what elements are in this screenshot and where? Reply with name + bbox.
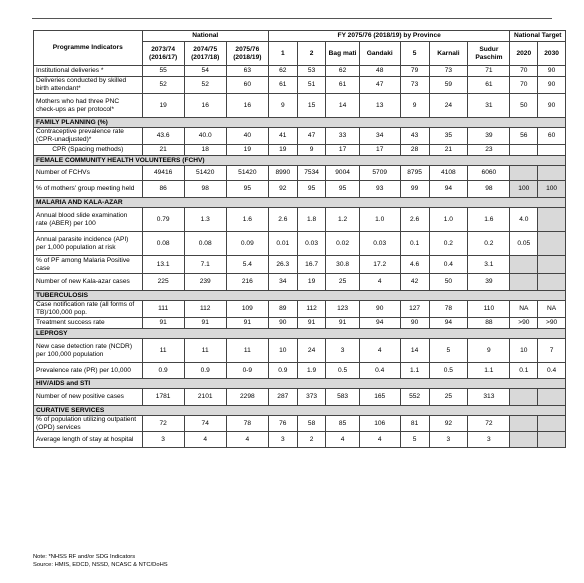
province-header: 5 <box>400 42 429 66</box>
value-cell: 0-9 <box>226 363 268 379</box>
value-cell: 4 <box>184 432 226 448</box>
value-cell: 165 <box>359 389 400 406</box>
indicator-header: Programme Indicators <box>34 31 143 66</box>
value-cell: 0.02 <box>326 232 359 256</box>
value-cell: 373 <box>297 389 326 406</box>
table-row <box>34 66 566 77</box>
value-cell: 93 <box>359 181 400 198</box>
value-cell: 0.1 <box>510 363 538 379</box>
section-title: FAMILY PLANNING (%) <box>34 118 566 128</box>
value-cell: 50 <box>510 94 538 118</box>
value-cell: 73 <box>400 77 429 94</box>
value-cell: 90 <box>538 94 566 118</box>
value-cell: 70 <box>510 66 538 77</box>
indicator-cell: Annual parasite incidence (API) per 1,000 population at risk <box>34 232 143 256</box>
value-cell: 79 <box>400 66 429 77</box>
table-body <box>34 66 566 448</box>
value-cell: 127 <box>400 301 429 318</box>
value-cell: 51420 <box>226 166 268 181</box>
value-cell: 91 <box>326 318 359 329</box>
value-cell: 109 <box>226 301 268 318</box>
indicator-cell: Number of FCHVs <box>34 166 143 181</box>
year-header: 2074/75 (2017/18) <box>184 42 226 66</box>
value-cell: 8990 <box>268 166 297 181</box>
indicator-cell: Number of new positive cases <box>34 389 143 406</box>
value-cell: 3.1 <box>468 256 510 274</box>
value-cell: 1.0 <box>359 208 400 232</box>
value-cell: 43.6 <box>142 128 184 145</box>
value-cell: 4 <box>359 432 400 448</box>
table-row <box>34 256 566 274</box>
value-cell: NA <box>538 301 566 318</box>
value-cell: 0.09 <box>226 232 268 256</box>
value-cell: 17 <box>326 145 359 156</box>
value-cell: 70 <box>510 77 538 94</box>
province-header: 2 <box>297 42 326 66</box>
province-header: Sudur Paschim <box>468 42 510 66</box>
indicator-cell: Contraceptive prevalence rate (CPR-unadjusted)* <box>34 128 143 145</box>
value-cell: 19 <box>142 94 184 118</box>
value-cell: 3 <box>468 432 510 448</box>
value-cell: 112 <box>297 301 326 318</box>
value-cell: 9 <box>468 339 510 363</box>
value-cell: 2101 <box>184 389 226 406</box>
value-cell <box>538 416 566 432</box>
value-cell: 81 <box>400 416 429 432</box>
value-cell: 89 <box>268 301 297 318</box>
value-cell: 25 <box>429 389 468 406</box>
indicator-cell: % of PF among Malaria Positive case <box>34 256 143 274</box>
value-cell: 15 <box>297 94 326 118</box>
value-cell: 98 <box>184 181 226 198</box>
value-cell: 1.2 <box>326 208 359 232</box>
value-cell: 583 <box>326 389 359 406</box>
table-row <box>34 166 566 181</box>
top-rule <box>32 18 552 19</box>
table-row <box>34 318 566 329</box>
value-cell <box>538 232 566 256</box>
value-cell: 0.4 <box>359 363 400 379</box>
value-cell <box>538 166 566 181</box>
value-cell: 16 <box>184 94 226 118</box>
table-row <box>34 389 566 406</box>
value-cell: 5 <box>400 432 429 448</box>
value-cell: 3 <box>142 432 184 448</box>
indicator-cell: Institutional deliveries * <box>34 66 143 77</box>
value-cell: 74 <box>184 416 226 432</box>
value-cell: 88 <box>468 318 510 329</box>
value-cell: 60 <box>538 128 566 145</box>
value-cell <box>538 389 566 406</box>
value-cell: 1.3 <box>184 208 226 232</box>
value-cell: 40.0 <box>184 128 226 145</box>
value-cell: 0.9 <box>268 363 297 379</box>
value-cell: 52 <box>142 77 184 94</box>
value-cell: 0.05 <box>510 232 538 256</box>
table-row <box>34 232 566 256</box>
value-cell: 50 <box>429 274 468 291</box>
indicator-cell: Prevalence rate (PR) per 10,000 <box>34 363 143 379</box>
value-cell: 52 <box>184 77 226 94</box>
section-title: FEMALE COMMUNITY HEALTH VOLUNTEERS (FCHV) <box>34 156 566 166</box>
value-cell: 55 <box>142 66 184 77</box>
national-target-header: National Target <box>510 31 566 42</box>
value-cell: 110 <box>468 301 510 318</box>
value-cell: 63 <box>226 66 268 77</box>
value-cell: 1.6 <box>226 208 268 232</box>
section-title: HIV/AIDS and STI <box>34 379 566 389</box>
value-cell: 31 <box>468 94 510 118</box>
indicator-cell: Average length of stay at hospital <box>34 432 143 448</box>
value-cell: 100 <box>538 181 566 198</box>
notes <box>33 553 168 569</box>
value-cell: 53 <box>297 66 326 77</box>
value-cell: 1.0 <box>429 208 468 232</box>
province-header: Karnali <box>429 42 468 66</box>
value-cell: 14 <box>326 94 359 118</box>
value-cell: 34 <box>359 128 400 145</box>
value-cell: 51 <box>297 77 326 94</box>
value-cell: 78 <box>226 416 268 432</box>
indicator-cell: New case detection rate (NCDR) per 100,000 population <box>34 339 143 363</box>
value-cell: 94 <box>359 318 400 329</box>
section-header-row <box>34 156 566 166</box>
target-year-header: 2020 <box>510 42 538 66</box>
value-cell: 72 <box>468 416 510 432</box>
value-cell: 61 <box>268 77 297 94</box>
value-cell: 0.9 <box>184 363 226 379</box>
value-cell: 239 <box>184 274 226 291</box>
value-cell: 1.6 <box>468 208 510 232</box>
value-cell: 0.9 <box>142 363 184 379</box>
value-cell: 5709 <box>359 166 400 181</box>
value-cell: 4 <box>359 274 400 291</box>
indicator-cell: Deliveries conducted by skilled birth attendant* <box>34 77 143 94</box>
value-cell: 40 <box>226 128 268 145</box>
table-row <box>34 416 566 432</box>
value-cell: 4.6 <box>400 256 429 274</box>
value-cell: 90 <box>359 301 400 318</box>
footnote: Note: *NHSS RF and/or SDG Indicators <box>33 554 136 560</box>
value-cell: 9 <box>400 94 429 118</box>
value-cell: 90 <box>538 77 566 94</box>
value-cell: 4 <box>326 432 359 448</box>
value-cell: 4108 <box>429 166 468 181</box>
value-cell: 34 <box>268 274 297 291</box>
value-cell <box>538 274 566 291</box>
value-cell: 16 <box>226 94 268 118</box>
value-cell: 0.03 <box>359 232 400 256</box>
value-cell: 91 <box>226 318 268 329</box>
value-cell: 21 <box>429 145 468 156</box>
value-cell <box>510 256 538 274</box>
value-cell: 54 <box>184 66 226 77</box>
table-row <box>34 274 566 291</box>
value-cell: 106 <box>359 416 400 432</box>
value-cell: 287 <box>268 389 297 406</box>
value-cell: 4 <box>226 432 268 448</box>
value-cell: 0.2 <box>468 232 510 256</box>
value-cell: 95 <box>326 181 359 198</box>
section-title: MALARIA AND KALA-AZAR <box>34 198 566 208</box>
value-cell: 11 <box>226 339 268 363</box>
value-cell: 6060 <box>468 166 510 181</box>
section-header-row <box>34 198 566 208</box>
value-cell <box>510 416 538 432</box>
value-cell: 30.8 <box>326 256 359 274</box>
table-row <box>34 145 566 156</box>
value-cell: 94 <box>429 181 468 198</box>
value-cell: 11 <box>184 339 226 363</box>
value-cell: 3 <box>268 432 297 448</box>
value-cell: 111 <box>142 301 184 318</box>
value-cell: 76 <box>268 416 297 432</box>
section-title: TUBERCULOSIS <box>34 291 566 301</box>
indicator-cell: % of population utilizing outpatient (OPD) services <box>34 416 143 432</box>
table-row <box>34 208 566 232</box>
value-cell: 91 <box>297 318 326 329</box>
table-row <box>34 432 566 448</box>
province-group-header: FY 2075/76 (2018/19) by Province <box>268 31 510 42</box>
section-title: LEPROSY <box>34 329 566 339</box>
value-cell: 33 <box>326 128 359 145</box>
province-header: Gandaki <box>359 42 400 66</box>
value-cell: 1.9 <box>297 363 326 379</box>
province-header: Bag mati <box>326 42 359 66</box>
table-row <box>34 181 566 198</box>
value-cell: 10 <box>268 339 297 363</box>
value-cell <box>510 432 538 448</box>
value-cell: 91 <box>142 318 184 329</box>
value-cell: 100 <box>510 181 538 198</box>
value-cell: 0.4 <box>538 363 566 379</box>
value-cell: 5 <box>429 339 468 363</box>
year-header: 2075/76 (2018/19) <box>226 42 268 66</box>
value-cell: 90 <box>400 318 429 329</box>
value-cell: 216 <box>226 274 268 291</box>
value-cell: 62 <box>326 66 359 77</box>
value-cell: >90 <box>538 318 566 329</box>
value-cell: 98 <box>468 181 510 198</box>
value-cell: 10 <box>510 339 538 363</box>
value-cell: 35 <box>429 128 468 145</box>
year-header: 2073/74 (2016/17) <box>142 42 184 66</box>
value-cell: 59 <box>429 77 468 94</box>
value-cell: 25 <box>326 274 359 291</box>
indicator-cell: Annual blood slide examination rate (ABER) per 100 <box>34 208 143 232</box>
value-cell: 39 <box>468 128 510 145</box>
indicator-cell: Case notification rate (all forms of TB)/100,000 pop. <box>34 301 143 318</box>
value-cell <box>510 274 538 291</box>
value-cell: 9 <box>268 94 297 118</box>
value-cell: 4.0 <box>510 208 538 232</box>
value-cell: 92 <box>429 416 468 432</box>
value-cell: 0.79 <box>142 208 184 232</box>
value-cell: 61 <box>468 77 510 94</box>
table-row <box>34 363 566 379</box>
value-cell: 39 <box>468 274 510 291</box>
table-row <box>34 77 566 94</box>
value-cell: 72 <box>142 416 184 432</box>
value-cell: 16.7 <box>297 256 326 274</box>
value-cell: 552 <box>400 389 429 406</box>
value-cell: 90 <box>538 66 566 77</box>
section-header-row <box>34 118 566 128</box>
section-header-row <box>34 379 566 389</box>
section-title: CURATIVE SERVICES <box>34 406 566 416</box>
value-cell: 95 <box>297 181 326 198</box>
value-cell: 1.1 <box>400 363 429 379</box>
value-cell: 23 <box>468 145 510 156</box>
indicator-cell: Treatment success rate <box>34 318 143 329</box>
value-cell: 0.2 <box>429 232 468 256</box>
value-cell: 7.1 <box>184 256 226 274</box>
value-cell <box>538 208 566 232</box>
value-cell: 24 <box>429 94 468 118</box>
value-cell: 13 <box>359 94 400 118</box>
value-cell: 0.08 <box>142 232 184 256</box>
value-cell: 2.6 <box>268 208 297 232</box>
value-cell: 90 <box>268 318 297 329</box>
value-cell: 58 <box>297 416 326 432</box>
indicator-cell: Mothers who had three PNC check-ups as per protocol* <box>34 94 143 118</box>
section-header-row <box>34 406 566 416</box>
value-cell: 47 <box>359 77 400 94</box>
value-cell <box>538 432 566 448</box>
indicator-cell: % of mothers' group meeting held <box>34 181 143 198</box>
value-cell: 48 <box>359 66 400 77</box>
indicator-cell: CPR (Spacing methods) <box>34 145 143 156</box>
value-cell <box>510 389 538 406</box>
value-cell: 0.5 <box>326 363 359 379</box>
section-header-row <box>34 329 566 339</box>
value-cell: 56 <box>510 128 538 145</box>
value-cell <box>538 256 566 274</box>
value-cell <box>510 145 538 156</box>
value-cell: 1.8 <box>297 208 326 232</box>
value-cell <box>510 166 538 181</box>
value-cell: 73 <box>429 66 468 77</box>
table-row <box>34 94 566 118</box>
value-cell: 99 <box>400 181 429 198</box>
value-cell: 7 <box>538 339 566 363</box>
value-cell: 112 <box>184 301 226 318</box>
value-cell: >90 <box>510 318 538 329</box>
value-cell <box>538 145 566 156</box>
value-cell: 62 <box>268 66 297 77</box>
indicators-table <box>33 30 566 448</box>
value-cell: 91 <box>184 318 226 329</box>
value-cell: 9004 <box>326 166 359 181</box>
value-cell: 18 <box>184 145 226 156</box>
value-cell: 41 <box>268 128 297 145</box>
value-cell: 1.1 <box>468 363 510 379</box>
value-cell: 3 <box>326 339 359 363</box>
value-cell: 225 <box>142 274 184 291</box>
value-cell: 7534 <box>297 166 326 181</box>
value-cell: 19 <box>226 145 268 156</box>
value-cell: 0.01 <box>268 232 297 256</box>
value-cell: 86 <box>142 181 184 198</box>
value-cell: 0.08 <box>184 232 226 256</box>
value-cell: 19 <box>297 274 326 291</box>
value-cell: 1781 <box>142 389 184 406</box>
province-header: 1 <box>268 42 297 66</box>
value-cell: 61 <box>326 77 359 94</box>
value-cell: 11 <box>142 339 184 363</box>
table-row <box>34 301 566 318</box>
source-note: Source: HMIS, EDCD, NSSD, NCASC & NTC/DoHS <box>33 562 168 568</box>
value-cell: 42 <box>400 274 429 291</box>
value-cell: 2 <box>297 432 326 448</box>
value-cell: 21 <box>142 145 184 156</box>
value-cell: 95 <box>226 181 268 198</box>
value-cell: 0.1 <box>400 232 429 256</box>
value-cell: 26.3 <box>268 256 297 274</box>
value-cell: 123 <box>326 301 359 318</box>
value-cell: 17 <box>359 145 400 156</box>
value-cell: 0.5 <box>429 363 468 379</box>
value-cell: 71 <box>468 66 510 77</box>
value-cell: 3 <box>429 432 468 448</box>
section-header-row <box>34 291 566 301</box>
value-cell: 13.1 <box>142 256 184 274</box>
target-year-header: 2030 <box>538 42 566 66</box>
value-cell: 2298 <box>226 389 268 406</box>
value-cell: 85 <box>326 416 359 432</box>
value-cell: 313 <box>468 389 510 406</box>
value-cell: 49416 <box>142 166 184 181</box>
value-cell: 94 <box>429 318 468 329</box>
value-cell: 0.4 <box>429 256 468 274</box>
value-cell: 5.4 <box>226 256 268 274</box>
value-cell: 78 <box>429 301 468 318</box>
value-cell: 51420 <box>184 166 226 181</box>
table-row <box>34 339 566 363</box>
value-cell: 8795 <box>400 166 429 181</box>
value-cell: 14 <box>400 339 429 363</box>
value-cell: 19 <box>268 145 297 156</box>
value-cell: 60 <box>226 77 268 94</box>
indicator-cell: Number of new Kala-azar cases <box>34 274 143 291</box>
value-cell: NA <box>510 301 538 318</box>
value-cell: 9 <box>297 145 326 156</box>
value-cell: 43 <box>400 128 429 145</box>
value-cell: 4 <box>359 339 400 363</box>
value-cell: 47 <box>297 128 326 145</box>
value-cell: 28 <box>400 145 429 156</box>
value-cell: 17.2 <box>359 256 400 274</box>
table-row <box>34 128 566 145</box>
value-cell: 2.6 <box>400 208 429 232</box>
value-cell: 24 <box>297 339 326 363</box>
value-cell: 92 <box>268 181 297 198</box>
value-cell: 0.03 <box>297 232 326 256</box>
national-header: National <box>142 31 268 42</box>
